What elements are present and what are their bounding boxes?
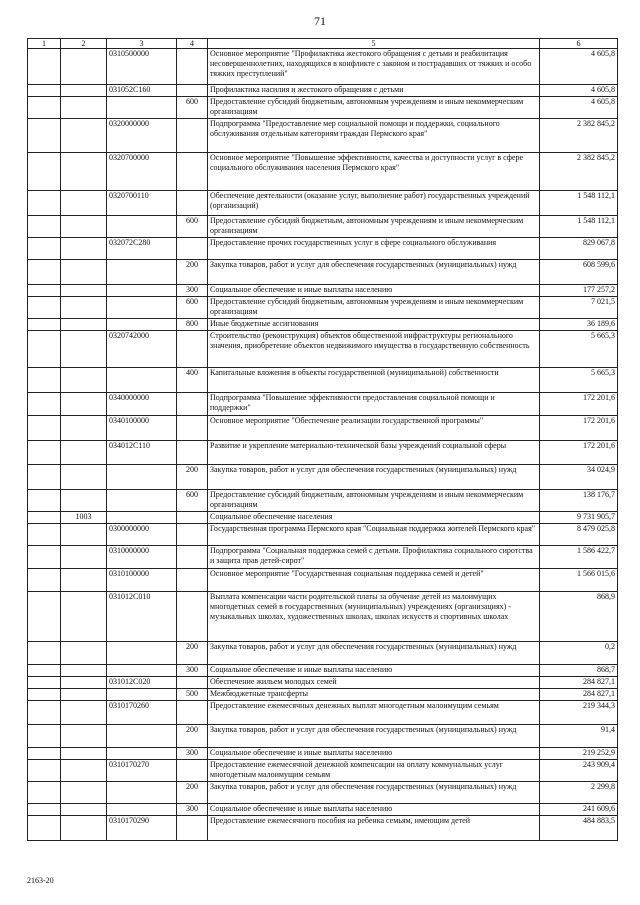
cell-section — [28, 524, 61, 546]
cell-expense-type: 400 — [177, 368, 208, 393]
cell-expense-type: 200 — [177, 782, 208, 804]
cell-sum: 0,2 — [540, 642, 618, 665]
header-cell-target-code: 3 — [107, 39, 177, 49]
cell-expense-type: 300 — [177, 748, 208, 760]
cell-target-code — [107, 97, 177, 119]
cell-subsection — [61, 524, 107, 546]
cell-sum: 1 566 015,6 — [540, 569, 618, 592]
cell-expense-type — [177, 119, 208, 153]
cell-description: Предоставление субсидий бюджетным, автономным учреждениям и иным некоммерческим организациям — [208, 97, 540, 119]
cell-section — [28, 119, 61, 153]
cell-subsection — [61, 592, 107, 642]
cell-description: Предоставление ежемесячных денежных выплат многодетным малоимущим семьям — [208, 701, 540, 725]
cell-sum: 4 605,8 — [540, 49, 618, 85]
cell-target-code: 0310000000 — [107, 546, 177, 569]
cell-description: Межбюджетные трансферты — [208, 689, 540, 701]
cell-expense-type — [177, 441, 208, 465]
cell-target-code — [107, 689, 177, 701]
cell-description: Развитие и укрепление материально-технической базы учреждений социальной сферы — [208, 441, 540, 465]
cell-target-code: 0340000000 — [107, 393, 177, 416]
cell-section — [28, 569, 61, 592]
cell-subsection — [61, 285, 107, 297]
cell-target-code — [107, 804, 177, 816]
table-row — [28, 441, 618, 465]
cell-subsection — [61, 119, 107, 153]
cell-subsection — [61, 490, 107, 512]
table-row — [28, 816, 618, 841]
cell-target-code — [107, 665, 177, 677]
cell-section — [28, 592, 61, 642]
cell-section — [28, 368, 61, 393]
cell-expense-type: 200 — [177, 725, 208, 748]
cell-expense-type — [177, 331, 208, 368]
cell-target-code: 0300000000 — [107, 524, 177, 546]
cell-sum: 172 201,6 — [540, 393, 618, 416]
cell-expense-type: 600 — [177, 297, 208, 319]
cell-target-code: 0340100000 — [107, 416, 177, 441]
cell-section — [28, 760, 61, 782]
cell-section — [28, 642, 61, 665]
cell-expense-type — [177, 760, 208, 782]
cell-expense-type — [177, 191, 208, 216]
table-row — [28, 701, 618, 725]
cell-target-code: 0310500000 — [107, 49, 177, 85]
cell-expense-type: 600 — [177, 216, 208, 238]
cell-sum: 5 665,3 — [540, 368, 618, 393]
cell-target-code — [107, 782, 177, 804]
cell-expense-type — [177, 701, 208, 725]
cell-target-code — [107, 465, 177, 490]
cell-section — [28, 416, 61, 441]
cell-sum: 1 548 112,1 — [540, 191, 618, 216]
cell-description: Основное мероприятие "Государственная социальная поддержка семей и детей" — [208, 569, 540, 592]
cell-section — [28, 465, 61, 490]
cell-section — [28, 319, 61, 331]
cell-expense-type — [177, 153, 208, 191]
header-cell-subsection: 2 — [61, 39, 107, 49]
cell-section — [28, 725, 61, 748]
cell-expense-type: 600 — [177, 97, 208, 119]
cell-sum: 4 605,8 — [540, 97, 618, 119]
cell-subsection — [61, 804, 107, 816]
cell-expense-type: 300 — [177, 804, 208, 816]
cell-sum: 2 299,8 — [540, 782, 618, 804]
cell-subsection — [61, 665, 107, 677]
cell-target-code: 0310100000 — [107, 569, 177, 592]
cell-expense-type: 200 — [177, 260, 208, 285]
table-row — [28, 119, 618, 153]
cell-section — [28, 49, 61, 85]
cell-subsection — [61, 569, 107, 592]
cell-sum: 138 176,7 — [540, 490, 618, 512]
cell-expense-type: 300 — [177, 665, 208, 677]
cell-expense-type — [177, 85, 208, 97]
cell-expense-type — [177, 238, 208, 260]
cell-description: Государственная программа Пермского края "Социальная поддержка жителей Пермского края" — [208, 524, 540, 546]
cell-sum: 2 382 845,2 — [540, 153, 618, 191]
cell-section — [28, 804, 61, 816]
table-row — [28, 592, 618, 642]
cell-description: Закупка товаров, работ и услуг для обеспечения государственных (муниципальных) нужд — [208, 465, 540, 490]
cell-subsection — [61, 642, 107, 665]
cell-expense-type: 600 — [177, 490, 208, 512]
cell-section — [28, 238, 61, 260]
cell-subsection — [61, 85, 107, 97]
cell-subsection — [61, 760, 107, 782]
table-row — [28, 748, 618, 760]
cell-target-code: 0310170290 — [107, 816, 177, 841]
cell-sum: 829 067,8 — [540, 238, 618, 260]
table-row — [28, 216, 618, 238]
table-row — [28, 725, 618, 748]
cell-target-code: 032072С280 — [107, 238, 177, 260]
cell-target-code — [107, 216, 177, 238]
cell-section — [28, 153, 61, 191]
table-row — [28, 368, 618, 393]
cell-target-code — [107, 748, 177, 760]
cell-subsection — [61, 260, 107, 285]
cell-section — [28, 512, 61, 524]
cell-subsection: 1003 — [61, 512, 107, 524]
cell-sum: 243 909,4 — [540, 760, 618, 782]
page-number: 71 — [314, 14, 326, 28]
cell-target-code: 031012С020 — [107, 677, 177, 689]
cell-description: Обеспечение жильем молодых семей — [208, 677, 540, 689]
table-row — [28, 465, 618, 490]
table-row — [28, 331, 618, 368]
cell-subsection — [61, 677, 107, 689]
cell-sum: 284 827,1 — [540, 689, 618, 701]
cell-subsection — [61, 297, 107, 319]
table-row — [28, 782, 618, 804]
cell-sum: 1 548 112,1 — [540, 216, 618, 238]
cell-description: Основное мероприятие "Профилактика жестокого обращения с детьми и реабилитация несовершеннолетних, находящихся в конфликте с законом и пострадавших от тяжких и особо тяжких преступлений" — [208, 49, 540, 85]
cell-sum: 484 883,5 — [540, 816, 618, 841]
table-row — [28, 677, 618, 689]
cell-target-code — [107, 512, 177, 524]
table-row — [28, 546, 618, 569]
cell-expense-type — [177, 677, 208, 689]
cell-expense-type: 200 — [177, 465, 208, 490]
cell-sum: 36 189,6 — [540, 319, 618, 331]
cell-subsection — [61, 441, 107, 465]
cell-sum: 172 201,6 — [540, 441, 618, 465]
cell-target-code — [107, 642, 177, 665]
cell-target-code: 0320000000 — [107, 119, 177, 153]
cell-subsection — [61, 49, 107, 85]
table-row — [28, 804, 618, 816]
cell-section — [28, 546, 61, 569]
table-row — [28, 238, 618, 260]
cell-expense-type — [177, 524, 208, 546]
table-row — [28, 524, 618, 546]
cell-description: Социальное обеспечение населения — [208, 512, 540, 524]
cell-expense-type — [177, 816, 208, 841]
cell-sum: 5 665,3 — [540, 331, 618, 368]
cell-section — [28, 331, 61, 368]
table-row — [28, 319, 618, 331]
cell-description: Обеспечение деятельности (оказание услуг, выполнение работ) государственных учреждений (организаций) — [208, 191, 540, 216]
cell-description: Предоставление субсидий бюджетным, автономным учреждениям и иным некоммерческим организациям — [208, 216, 540, 238]
cell-expense-type: 200 — [177, 642, 208, 665]
cell-sum: 284 827,1 — [540, 677, 618, 689]
cell-description: Закупка товаров, работ и услуг для обеспечения государственных (муниципальных) нужд — [208, 725, 540, 748]
cell-target-code: 0320700110 — [107, 191, 177, 216]
cell-section — [28, 285, 61, 297]
header-cell-section: 1 — [28, 39, 61, 49]
cell-sum: 34 024,9 — [540, 465, 618, 490]
cell-section — [28, 297, 61, 319]
cell-target-code — [107, 368, 177, 393]
document-code: 2163-20 — [27, 876, 54, 885]
cell-expense-type — [177, 416, 208, 441]
cell-sum: 1 586 422,7 — [540, 546, 618, 569]
header-cell-expense-type: 4 — [177, 39, 208, 49]
cell-description: Предоставление ежемесячной денежной компенсации на оплату коммунальных услуг многодетным малоимущим семьям — [208, 760, 540, 782]
cell-section — [28, 677, 61, 689]
cell-description: Профилактика насилия и жестокого обращения с детьми — [208, 85, 540, 97]
cell-description: Закупка товаров, работ и услуг для обеспечения государственных (муниципальных) нужд — [208, 260, 540, 285]
table-row — [28, 49, 618, 85]
cell-section — [28, 85, 61, 97]
cell-description: Закупка товаров, работ и услуг для обеспечения государственных (муниципальных) нужд — [208, 642, 540, 665]
cell-sum: 91,4 — [540, 725, 618, 748]
cell-sum: 7 021,5 — [540, 297, 618, 319]
cell-target-code: 031052С160 — [107, 85, 177, 97]
cell-section — [28, 216, 61, 238]
cell-subsection — [61, 816, 107, 841]
header-cell-description: 5 — [208, 39, 540, 49]
cell-description: Подпрограмма "Предоставление мер социальной помощи и поддержки, социального обслуживания отдельным категориям граждан Пермского края" — [208, 119, 540, 153]
cell-section — [28, 748, 61, 760]
cell-sum: 868,7 — [540, 665, 618, 677]
cell-description: Подпрограмма "Повышение эффективности предоставления социальной помощи и поддержки" — [208, 393, 540, 416]
table-row — [28, 665, 618, 677]
cell-expense-type: 500 — [177, 689, 208, 701]
cell-subsection — [61, 97, 107, 119]
cell-target-code: 034012С110 — [107, 441, 177, 465]
cell-section — [28, 393, 61, 416]
cell-sum: 868,9 — [540, 592, 618, 642]
cell-description: Предоставление субсидий бюджетным, автономным учреждениям и иным некоммерческим организациям — [208, 490, 540, 512]
cell-target-code: 031012С010 — [107, 592, 177, 642]
table-row — [28, 689, 618, 701]
cell-description: Предоставление прочих государственных услуг в сфере социального обслуживания — [208, 238, 540, 260]
cell-subsection — [61, 153, 107, 191]
table-body — [28, 49, 618, 841]
cell-sum: 219 252,9 — [540, 748, 618, 760]
cell-subsection — [61, 465, 107, 490]
cell-description: Капитальные вложения в объекты государственной (муниципальной) собственности — [208, 368, 540, 393]
cell-subsection — [61, 701, 107, 725]
cell-expense-type — [177, 49, 208, 85]
cell-subsection — [61, 393, 107, 416]
cell-description: Подпрограмма "Социальная поддержка семей с детьми. Профилактика социального сиротства и защита прав детей-сирот" — [208, 546, 540, 569]
cell-target-code — [107, 319, 177, 331]
cell-target-code: 0310170260 — [107, 701, 177, 725]
cell-subsection — [61, 782, 107, 804]
cell-expense-type — [177, 546, 208, 569]
cell-section — [28, 701, 61, 725]
cell-subsection — [61, 689, 107, 701]
cell-sum: 177 257,2 — [540, 285, 618, 297]
cell-expense-type — [177, 512, 208, 524]
cell-section — [28, 689, 61, 701]
table-row — [28, 297, 618, 319]
cell-sum: 608 599,6 — [540, 260, 618, 285]
cell-description: Социальное обеспечение и иные выплаты населению — [208, 285, 540, 297]
cell-description: Социальное обеспечение и иные выплаты населению — [208, 804, 540, 816]
cell-sum: 2 382 845,2 — [540, 119, 618, 153]
cell-description: Строительство (реконструкция) объектов общественной инфраструктуры регионального значения, приобретение объектов недвижимого имущества в государственную собственность — [208, 331, 540, 368]
cell-subsection — [61, 216, 107, 238]
cell-expense-type — [177, 592, 208, 642]
cell-description: Основное мероприятие "Повышение эффективности, качества и доступности услуг в сфере социального обслуживания населения Пермского края" — [208, 153, 540, 191]
cell-section — [28, 191, 61, 216]
table-row — [28, 416, 618, 441]
table-row — [28, 393, 618, 416]
cell-sum: 172 201,6 — [540, 416, 618, 441]
table-row — [28, 490, 618, 512]
table-row — [28, 191, 618, 216]
cell-subsection — [61, 748, 107, 760]
cell-subsection — [61, 416, 107, 441]
cell-sum: 4 605,8 — [540, 85, 618, 97]
cell-description: Выплата компенсации части родительской платы за обучение детей из малоимущих многодетных семей в государственных (муниципальных) учреждениях (организациях) - музыкальных школах, художественных школах, школах искусств и спортивных школах — [208, 592, 540, 642]
table-row — [28, 97, 618, 119]
cell-description: Основное мероприятие "Обеспечение реализации государственной программы" — [208, 416, 540, 441]
cell-description: Социальное обеспечение и иные выплаты населению — [208, 665, 540, 677]
cell-target-code — [107, 260, 177, 285]
cell-expense-type — [177, 569, 208, 592]
cell-expense-type: 800 — [177, 319, 208, 331]
cell-description: Закупка товаров, работ и услуг для обеспечения государственных (муниципальных) нужд — [208, 782, 540, 804]
cell-target-code: 0320742000 — [107, 331, 177, 368]
cell-expense-type — [177, 393, 208, 416]
cell-target-code — [107, 490, 177, 512]
cell-section — [28, 97, 61, 119]
cell-target-code: 0310170270 — [107, 760, 177, 782]
cell-target-code — [107, 285, 177, 297]
cell-target-code: 0320700000 — [107, 153, 177, 191]
cell-section — [28, 490, 61, 512]
cell-section — [28, 260, 61, 285]
cell-description: Социальное обеспечение и иные выплаты населению — [208, 748, 540, 760]
cell-section — [28, 441, 61, 465]
cell-description: Предоставление ежемесячного пособия на ребенка семьям, имеющим детей — [208, 816, 540, 841]
cell-section — [28, 782, 61, 804]
cell-sum: 8 479 025,8 — [540, 524, 618, 546]
cell-subsection — [61, 546, 107, 569]
cell-subsection — [61, 191, 107, 216]
table-row — [28, 285, 618, 297]
header-cell-sum: 6 — [540, 39, 618, 49]
cell-target-code — [107, 297, 177, 319]
cell-target-code — [107, 725, 177, 748]
cell-expense-type: 300 — [177, 285, 208, 297]
cell-section — [28, 816, 61, 841]
cell-sum: 9 731 905,7 — [540, 512, 618, 524]
table-header-row — [28, 39, 618, 49]
cell-subsection — [61, 368, 107, 393]
budget-table — [27, 38, 618, 841]
cell-description: Предоставление субсидий бюджетным, автономным учреждениям и иным некоммерческим организациям — [208, 297, 540, 319]
table-row — [28, 512, 618, 524]
table-row — [28, 569, 618, 592]
table-row — [28, 760, 618, 782]
cell-section — [28, 665, 61, 677]
cell-subsection — [61, 238, 107, 260]
cell-subsection — [61, 725, 107, 748]
table-row — [28, 642, 618, 665]
table-row — [28, 153, 618, 191]
cell-sum: 241 609,6 — [540, 804, 618, 816]
table-row — [28, 85, 618, 97]
cell-sum: 219 344,3 — [540, 701, 618, 725]
cell-description: Иные бюджетные ассигнования — [208, 319, 540, 331]
cell-subsection — [61, 319, 107, 331]
cell-subsection — [61, 331, 107, 368]
table-row — [28, 260, 618, 285]
